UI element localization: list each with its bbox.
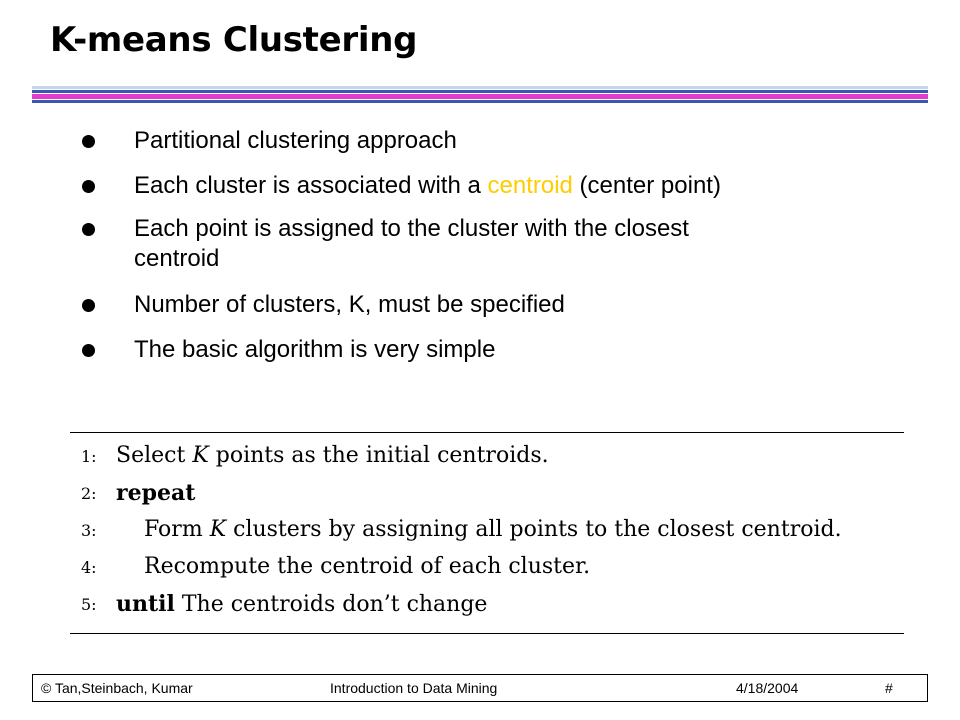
bullet-text-line2: centroid [134, 245, 220, 272]
algorithm-step [70, 554, 904, 590]
algorithm-box [70, 432, 904, 634]
footer-authors: © Tan,Steinbach, Kumar [41, 680, 193, 696]
algorithm-step [70, 517, 904, 553]
step-number: 4: [81, 558, 97, 577]
bullet-text-start: Each cluster is associated with a [134, 172, 488, 199]
bullet-text: Partitional clustering approach [134, 127, 457, 154]
bullet-dot-icon [82, 180, 95, 193]
step-number: 1: [81, 447, 97, 466]
slide-title: K-means Clustering [50, 20, 418, 60]
step-keyword: repeat [116, 480, 196, 506]
footer-date: 4/18/2004 [736, 680, 799, 696]
math-variable: K [209, 517, 227, 542]
title-rule-blue-bottom [32, 100, 928, 103]
bullet-text-end: (center point) [572, 172, 721, 199]
bullet-text [134, 171, 842, 201]
footer-course: Introduction to Data Mining [330, 680, 498, 696]
bullet-dot-icon [82, 135, 95, 148]
step-text: until The centroids don’t change [116, 591, 488, 617]
title-rule-light [32, 86, 928, 89]
bullet-dot-icon [82, 299, 95, 312]
bullet-item [82, 214, 842, 274]
algorithm-step [70, 443, 904, 479]
footer-page-number: # [885, 680, 893, 696]
step-text: Recompute the centroid of each cluster. [144, 554, 591, 579]
math-variable: K [192, 443, 209, 468]
algorithm-step [70, 480, 904, 516]
bullet-text [134, 214, 842, 274]
bullet-item [82, 335, 842, 365]
step-number: 3: [81, 521, 97, 540]
bullet-item [82, 171, 842, 201]
bullet-dot-icon [82, 344, 95, 357]
bullet-text-line1: Each point is assigned to the cluster with the closest [134, 215, 689, 242]
bullet-item [82, 290, 842, 320]
algorithm-step [70, 591, 904, 627]
step-number: 2: [81, 484, 97, 503]
title-rule-blue [32, 90, 928, 93]
slide-footer [32, 674, 928, 702]
bullet-text: Number of clusters, K, must be specified [134, 291, 565, 318]
step-number: 5: [81, 595, 97, 614]
step-keyword: until [116, 591, 175, 617]
bullet-text: The basic algorithm is very simple [134, 336, 496, 363]
step-text: Select K points as the initial centroids. [116, 443, 549, 468]
bullet-item [82, 126, 842, 156]
bullet-dot-icon [82, 223, 95, 236]
title-rule-pink [32, 94, 928, 99]
highlighted-term: centroid [487, 172, 573, 199]
step-text: Form K clusters by assigning all points to the closest centroid. [144, 517, 842, 542]
